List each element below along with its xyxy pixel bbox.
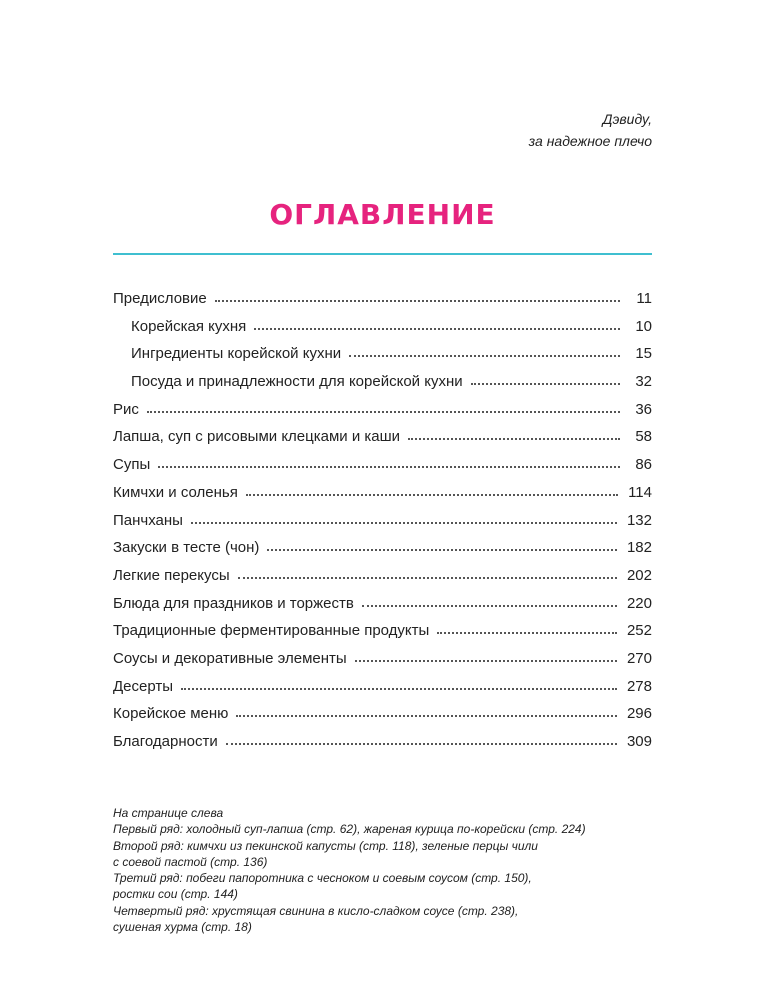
photo-captions [113, 805, 586, 935]
caption-line: Первый ряд: холодный суп-лапша (стр. 62), жареная курица по-корейски (стр. 224) [113, 822, 586, 837]
toc-leader-dots [349, 355, 620, 357]
caption-heading: На странице слева [113, 806, 224, 820]
toc-leader-dots [236, 715, 617, 717]
toc-entry[interactable] [113, 622, 652, 650]
toc-entry-page: 10 [635, 317, 652, 335]
toc-entry[interactable] [113, 290, 652, 318]
toc-leader-dots [246, 494, 618, 496]
toc-entry-page: 182 [626, 539, 652, 557]
toc-leader-dots [437, 632, 617, 634]
dedication-line-2: за надежное плечо [528, 133, 652, 149]
toc-entry[interactable] [113, 456, 652, 484]
toc-leader-dots [181, 688, 617, 690]
toc-entry[interactable] [113, 428, 652, 456]
toc-entry-label: Предисловие [113, 290, 207, 307]
caption-line: Второй ряд: кимчхи из пекинской капусты (стр. 118), зеленые перцы чили [113, 838, 538, 853]
page-title: ОГЛАВЛЕНИЕ [269, 198, 496, 231]
toc-leader-dots [226, 743, 617, 745]
dedication [529, 108, 652, 152]
toc-entry[interactable] [113, 595, 652, 623]
toc-entry-page: 220 [626, 594, 652, 612]
toc-entry-label: Ингредиенты корейской кухни [131, 345, 342, 363]
toc-leader-dots [147, 411, 620, 413]
toc-entry-label: Закуски в тесте (чон) [113, 539, 260, 557]
toc-entry-label: Легкие перекусы [113, 566, 230, 584]
toc-entry-page: 11 [636, 290, 652, 307]
caption-line: с соевой пастой (стр. 136) [113, 854, 268, 869]
toc-entry-page: 309 [626, 733, 652, 750]
toc-entry[interactable] [113, 401, 652, 429]
caption-line: сушеная хурма (стр. 18) [113, 920, 252, 935]
toc-entry-label: Лапша, суп с рисовыми клецками и каши [113, 428, 401, 446]
toc-entry-page: 296 [626, 705, 652, 723]
toc-entry-page: 202 [626, 566, 652, 584]
toc-entry-page: 36 [635, 400, 652, 418]
toc-entry-label: Корейская кухня [131, 317, 247, 335]
toc-entry-page: 270 [626, 649, 652, 667]
toc-entry-label: Традиционные ферментированные продукты [113, 622, 430, 640]
toc-entry[interactable] [113, 705, 652, 733]
toc-entry-label: Супы [113, 456, 151, 474]
toc-entry[interactable] [113, 567, 652, 595]
toc-entry-page: 278 [626, 677, 652, 695]
toc-leader-dots [215, 300, 620, 302]
toc-entry[interactable] [113, 484, 652, 512]
toc-entry-label: Кимчхи и соленья [113, 483, 238, 501]
toc-entry-label: Блюда для праздников и торжеств [113, 594, 354, 612]
toc-entry-page: 32 [635, 373, 652, 391]
toc-entry-label: Благодарности [113, 733, 218, 750]
toc-entry-page: 114 [628, 483, 652, 501]
toc-entry-page: 252 [626, 622, 652, 640]
caption-line: Четвертый ряд: хрустящая свинина в кисло-сладком соусе (стр. 238), [113, 903, 519, 918]
toc-entry[interactable] [113, 539, 652, 567]
toc-leader-dots [408, 438, 620, 440]
toc-leader-dots [254, 328, 620, 330]
toc-entry[interactable] [113, 373, 652, 401]
toc-entry[interactable] [113, 318, 652, 346]
dedication-line-1: Дэвиду, [602, 111, 652, 127]
toc-entry-page: 58 [635, 428, 652, 446]
toc-entry-page: 15 [635, 345, 652, 363]
toc-entry-label: Десерты [113, 677, 174, 695]
toc-leader-dots [471, 383, 620, 385]
title-divider [113, 253, 652, 255]
table-of-contents [113, 290, 652, 761]
toc-leader-dots [355, 660, 617, 662]
toc-entry-page: 132 [626, 511, 652, 529]
toc-entry-label: Корейское меню [113, 705, 229, 723]
toc-entry-label: Посуда и принадлежности для корейской кухни [131, 373, 463, 391]
toc-leader-dots [362, 605, 617, 607]
toc-entry[interactable] [113, 650, 652, 678]
toc-entry[interactable] [113, 678, 652, 706]
toc-entry-label: Панчханы [113, 511, 183, 529]
toc-entry-label: Рис [113, 400, 139, 418]
toc-leader-dots [267, 549, 617, 551]
toc-leader-dots [238, 577, 617, 579]
toc-entry[interactable] [113, 345, 652, 373]
toc-entry-page: 86 [635, 456, 652, 474]
toc-leader-dots [158, 466, 620, 468]
caption-line: Третий ряд: побеги папоротника с чесноком и соевым соусом (стр. 150), [113, 871, 532, 886]
toc-entry-label: Соусы и декоративные элементы [113, 649, 347, 667]
toc-entry[interactable] [113, 512, 652, 540]
toc-entry[interactable] [113, 733, 652, 761]
toc-leader-dots [191, 522, 617, 524]
caption-line: ростки сои (стр. 144) [113, 887, 238, 902]
